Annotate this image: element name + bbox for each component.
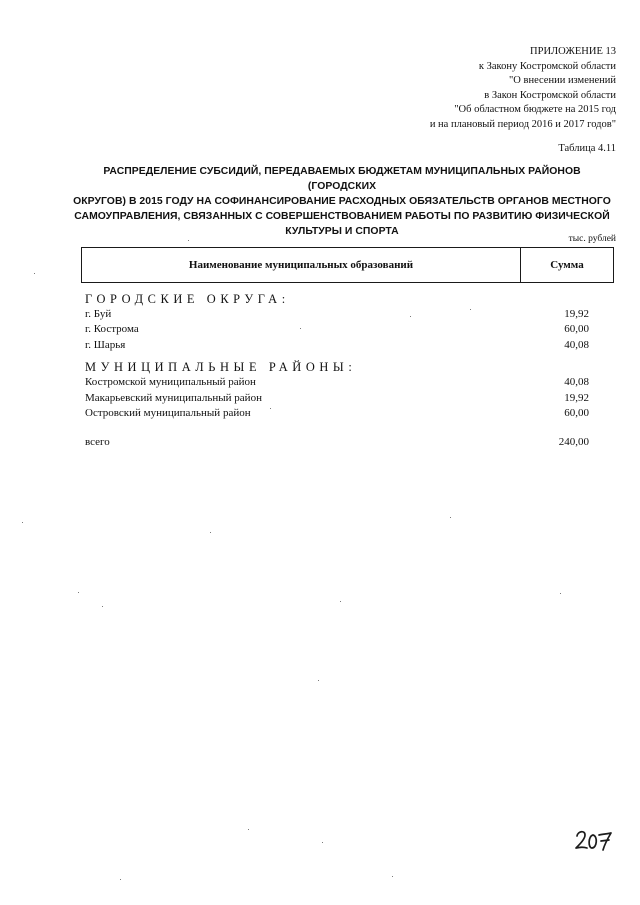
title-line: САМОУПРАВЛЕНИЯ, СВЯЗАННЫХ С СОВЕРШЕНСТВОВАНИЕМ РАБОТЫ ПО РАЗВИТИЮ ФИЗИЧЕСКОЙ — [74, 211, 610, 222]
scan-speck — [410, 316, 411, 317]
scan-speck — [102, 606, 103, 607]
scan-speck — [322, 842, 323, 843]
table-row — [85, 391, 589, 406]
row-value: 19,92 — [564, 308, 589, 320]
header-name-column: Наименование муниципальных образований — [82, 248, 521, 282]
row-name: Островский муниципальный район — [85, 407, 251, 420]
scan-speck — [210, 532, 211, 533]
title-line: РАСПРЕДЕЛЕНИЕ СУБСИДИЙ, ПЕРЕДАВАЕМЫХ БЮДЖЕТАМ МУНИЦИПАЛЬНЫХ РАЙОНОВ (ГОРОДСКИХ — [103, 166, 581, 192]
table-row — [85, 307, 589, 322]
scan-speck — [560, 593, 561, 594]
handwritten-page-number — [574, 826, 614, 856]
annex-line: и на плановый период 2016 и 2017 годов" — [429, 118, 616, 130]
row-value: 40,08 — [564, 376, 589, 389]
annex-line: в Закон Костромской области — [484, 89, 616, 101]
digit-2-stroke — [576, 832, 587, 848]
table-row — [85, 406, 589, 421]
scan-speck — [248, 829, 249, 830]
row-value: 19,92 — [564, 391, 589, 404]
scan-speck — [120, 879, 121, 880]
row-name: г. Шарья — [85, 338, 126, 351]
header-sum-column: Сумма — [550, 259, 584, 271]
table-row — [85, 375, 589, 390]
table-body — [85, 289, 589, 451]
annex-line: к Закону Костромской области — [478, 60, 616, 72]
scan-speck — [188, 240, 189, 241]
digit-7-bar-stroke — [601, 840, 609, 841]
scan-speck — [392, 876, 393, 877]
scan-speck — [340, 601, 341, 602]
row-name: Макарьевский муниципальный район — [85, 391, 262, 404]
scan-speck — [470, 309, 471, 310]
title-line: КУЛЬТУРЫ И СПОРТА — [285, 226, 399, 237]
total-row — [85, 435, 589, 450]
title-line: ОКРУГОВ) В 2015 ГОДУ НА СОФИНАНСИРОВАНИЕ РАСХОДНЫХ ОБЯЗАТЕЛЬСТВ ОРГАНОВ МЕСТНОГО — [73, 196, 611, 207]
total-label: всего — [85, 436, 110, 449]
document-title — [70, 164, 614, 239]
row-value: 60,00 — [564, 407, 589, 420]
scan-speck — [22, 522, 23, 523]
unit-label: тыс. рублей — [568, 234, 616, 244]
scan-speck — [450, 517, 451, 518]
scan-speck — [270, 408, 271, 409]
row-name: Костромской муниципальный район — [85, 376, 256, 389]
group-title-municipal-districts: МУНИЦИПАЛЬНЫЕ РАЙОНЫ: — [85, 360, 357, 375]
digit-0-stroke — [589, 835, 596, 848]
scan-speck — [34, 273, 35, 274]
row-value: 60,00 — [564, 323, 589, 336]
annex-line: "Об областном бюджете на 2015 год — [454, 104, 616, 116]
total-value: 240,00 — [558, 436, 589, 449]
annex-header — [286, 45, 616, 133]
scan-speck — [300, 328, 301, 329]
annex-line: ПРИЛОЖЕНИЕ 13 — [530, 46, 616, 57]
table-row — [85, 322, 589, 337]
row-name: г. Буй — [85, 308, 112, 320]
row-name: г. Кострома — [85, 323, 139, 336]
annex-line: "О внесении изменений — [509, 75, 616, 87]
row-value: 40,08 — [564, 338, 589, 351]
group-title-city-districts: ГОРОДСКИЕ ОКРУГА: — [85, 292, 290, 306]
scan-speck — [78, 592, 79, 593]
table-header — [81, 247, 614, 283]
table-number: Таблица 4.11 — [558, 143, 616, 154]
scan-speck — [318, 680, 319, 681]
table-row — [85, 338, 589, 353]
